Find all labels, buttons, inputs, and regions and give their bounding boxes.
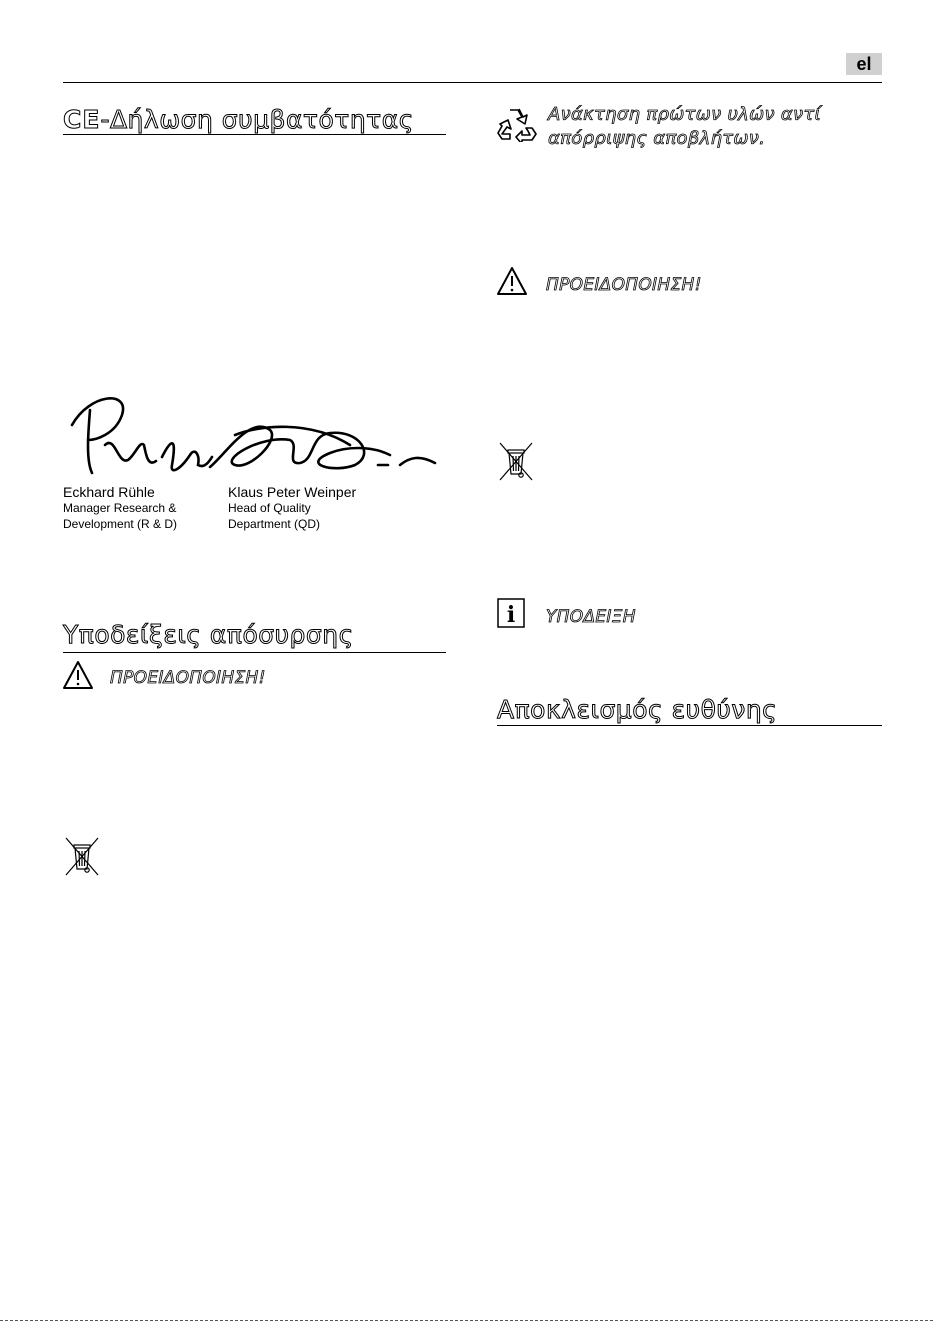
svg-text:i: i <box>506 602 516 628</box>
signatory-role: Development (R & D) <box>63 517 178 531</box>
header-rule <box>63 82 882 83</box>
recycling-note-line-2: απόρριψης αποβλήτων. <box>548 128 766 149</box>
disposal-warning-label: ΠΡΟΕΙΔΟΠΟΙΗΣΗ! <box>110 668 266 688</box>
warning-icon <box>496 266 528 296</box>
ce-mark: CE <box>63 104 101 134</box>
warning-icon <box>62 660 94 690</box>
recycle-icon <box>496 106 538 142</box>
signatory-role: Manager Research & <box>63 501 177 515</box>
signatory-name: Klaus Peter Weinper <box>228 484 357 500</box>
crossed-bin-icon <box>64 835 100 877</box>
page-edge-rule <box>0 1320 933 1321</box>
recycling-note-line-1: Ανάκτηση πρώτων υλών αντί <box>548 104 821 125</box>
right-warning-label: ΠΡΟΕΙΔΟΠΟΙΗΣΗ! <box>546 275 702 295</box>
disclaimer-heading-rule <box>497 725 882 726</box>
signatory-1 <box>63 484 177 532</box>
disposal-title: Υποδείξεις απόσυρσης <box>63 620 354 649</box>
signatory-role: Head of Quality <box>228 501 311 515</box>
info-icon <box>497 598 525 628</box>
signatory-2 <box>228 484 356 532</box>
conformity-heading <box>63 104 414 134</box>
language-badge: el <box>846 53 882 75</box>
signatory-name: Eckhard Rühle <box>63 484 155 500</box>
disposal-heading-rule <box>63 652 446 653</box>
note-label: ΥΠΟΔΕΙΞΗ <box>546 607 636 627</box>
conformity-heading-rule <box>63 134 446 135</box>
handwritten-signatures <box>60 385 445 480</box>
crossed-bin-icon <box>498 440 534 482</box>
disclaimer-title: Αποκλεισμός ευθύνης <box>497 695 778 724</box>
conformity-title: -Δήλωση συμβατότητας <box>100 104 414 134</box>
signatory-role: Department (QD) <box>228 517 321 531</box>
